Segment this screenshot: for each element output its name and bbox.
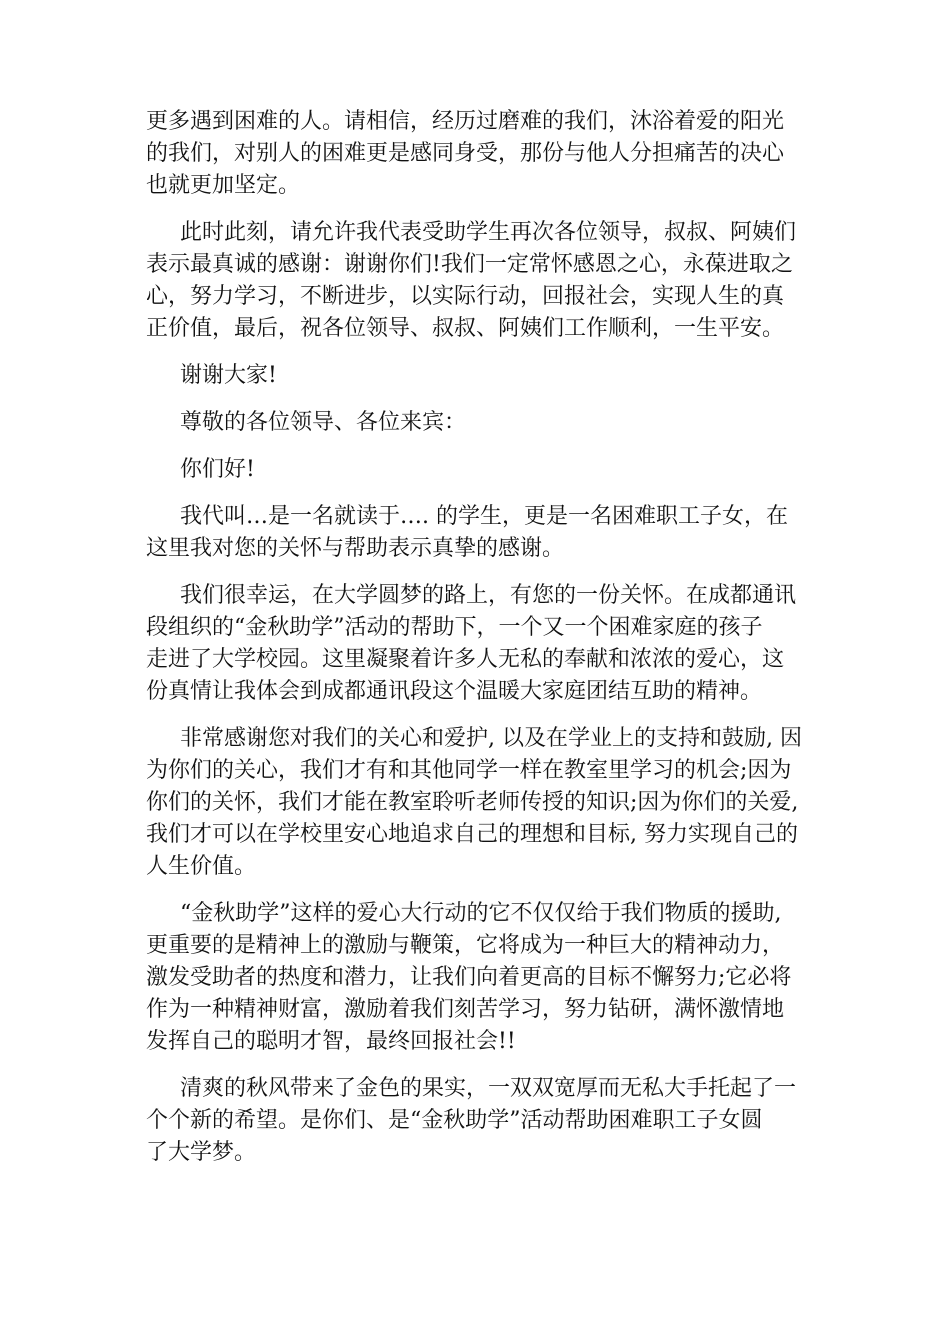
text-line: 为你们的关心，我们才有和其他同学一样在教室里学习的机会;因为 xyxy=(146,758,792,783)
text-line: 的我们，对别人的困难更是感同身受，那份与他人分担痛苦的决心 xyxy=(146,141,785,166)
document-body xyxy=(146,106,826,1184)
text-line: 尊敬的各位领导、各位来宾： xyxy=(180,410,467,435)
paragraph xyxy=(146,898,826,1058)
text-line: 心，努力学习，不断进步，以实际行动，回报社会，实现人生的真 xyxy=(146,284,785,309)
text-line: 你们的关怀，我们才能在教室聆听老师传授的知识;因为你们的关爱, xyxy=(146,790,799,815)
text-line: 我代叫…是一名就读于…. 的学生，更是一名困难职工子女，在 xyxy=(180,504,788,529)
text-line: “金秋助学”这样的爱心大行动的它不仅仅给于我们物质的援助, xyxy=(180,901,782,926)
text-line: 非常感谢您对我们的关心和爱护, 以及在学业上的支持和鼓励, 因 xyxy=(180,726,802,751)
paragraph xyxy=(146,360,826,392)
text-line: 正价值，最后，祝各位领导、叔叔、阿姨们工作顺利，一生平安。 xyxy=(146,316,785,341)
text-line: 我们才可以在学校里安心地追求自己的理想和目标, 努力实现自己的 xyxy=(146,822,798,847)
paragraph xyxy=(146,106,826,202)
text-line: 份真情让我体会到成都通讯段这个温暖大家庭团结互助的精神。 xyxy=(146,679,763,704)
paragraph xyxy=(146,723,826,883)
text-line: 更重要的是精神上的激励与鞭策，它将成为一种巨大的精神动力， xyxy=(146,933,785,958)
text-line: 了大学梦。 xyxy=(146,1140,257,1165)
text-line: 谢谢大家! xyxy=(180,363,277,388)
paragraph xyxy=(146,501,826,565)
text-line: 也就更加坚定。 xyxy=(146,173,301,198)
text-line: 这里我对您的关怀与帮助表示真挚的感谢。 xyxy=(146,536,565,561)
text-line: 走进了大学校园。这里凝聚着许多人无私的奉献和浓浓的爱心，这 xyxy=(146,647,785,672)
text-line: 表示最真诚的感谢：谢谢你们!我们一定常怀感恩之心，永葆进取之 xyxy=(146,252,793,277)
text-line: 你们好! xyxy=(180,457,255,482)
text-line: 清爽的秋风带来了金色的果实，一双双宽厚而无私大手托起了一 xyxy=(180,1076,797,1101)
salutation xyxy=(146,407,826,439)
text-line: 段组织的“金秋助学”活动的帮助下，一个又一个困难家庭的孩子 xyxy=(146,615,763,640)
paragraph xyxy=(146,1073,826,1169)
text-line: 我们很幸运，在大学圆梦的路上，有您的一份关怀。在成都通讯 xyxy=(180,583,797,608)
greeting xyxy=(146,454,826,486)
paragraph xyxy=(146,580,826,708)
text-line: 个个新的希望。是你们、是“金秋助学”活动帮助困难职工子女圆 xyxy=(146,1108,763,1133)
text-line: 人生价值。 xyxy=(146,854,257,879)
text-line: 发挥自己的聪明才智，最终回报社会!! xyxy=(146,1029,516,1054)
text-line: 更多遇到困难的人。请相信，经历过磨难的我们，沐浴着爱的阳光 xyxy=(146,109,785,134)
paragraph xyxy=(146,217,826,345)
text-line: 此时此刻，请允许我代表受助学生再次各位领导，叔叔、阿姨们 xyxy=(180,220,797,245)
text-line: 激发受助者的热度和潜力，让我们向着更高的目标不懈努力;它必将 xyxy=(146,965,792,990)
text-line: 作为一种精神财富，激励着我们刻苦学习，努力钻研，满怀激情地 xyxy=(146,997,785,1022)
